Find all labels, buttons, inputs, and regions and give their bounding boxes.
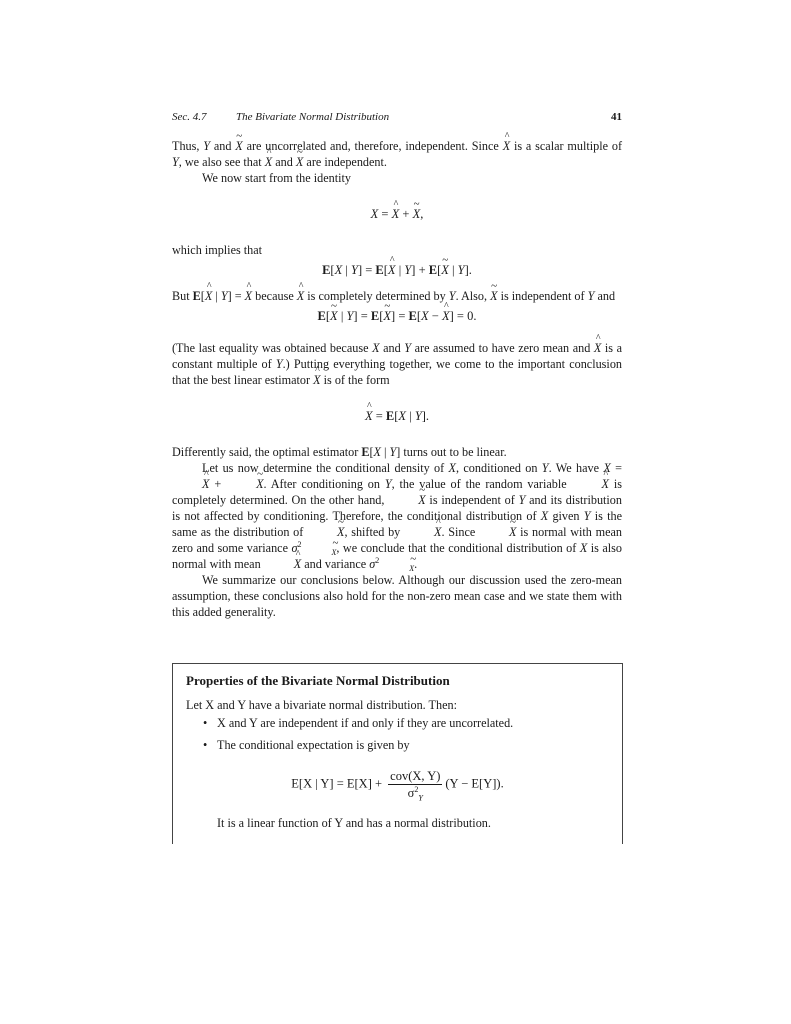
box-intro: Let X and Y have a bivariate normal distribution. Then: xyxy=(186,698,457,712)
page-number: 41 xyxy=(611,111,622,123)
list-item: • The conditional expectation is given by xyxy=(199,734,619,756)
list-item: • X and Y are independent if and only if they are uncorrelated. xyxy=(199,712,619,734)
box-equation: E[X | Y] = E[X] + $\frac{\text{cov(X, Y)}}{\sigma^2_Y}$ (Y − E[Y]). xyxy=(291,769,504,803)
paragraph-5: (The last equality was obtained because X and Y are assumed to have zero mean and X ^ is a constant multiple of Y.) Putting everything together, we come to the important conclusion that the best linear estimator X ^ is of the form xyxy=(172,340,622,388)
paragraph-2: We now start from the identity xyxy=(202,171,351,185)
equation-2: E[X ~ | Y] = E[X ~] = E[X − X ^] = 0. xyxy=(172,308,622,324)
properties-box xyxy=(172,663,623,844)
section-number: Sec. 4.7 xyxy=(172,111,207,123)
paragraph-1: Thus, Y and X ~ are uncorrelated and, therefore, independent. Since X ^ is a scalar multiple of Y, we also see that X ^ and X ~ are independent. xyxy=(172,138,622,170)
body-text xyxy=(172,138,622,620)
section-title: The Bivariate Normal Distribution xyxy=(236,111,390,123)
paragraph-6: Differently said, the optimal estimator E[X | Y] turns out to be linear. xyxy=(172,445,507,459)
box-title: Properties of the Bivariate Normal Distribution xyxy=(186,673,450,688)
paragraph-7: Let us now determine the conditional density of X, conditioned on Y. We have X = X ^ + X ~. After conditioning on Y, the value of the random variable X ^ is completely determined. On the other hand, X ~ is independent of Y and its distribution is not affected by conditioning. Therefore, the conditional distribution of X given Y is the same as the distribution of X ~, shifted by X ^. Since X ~ is normal with mean zero and some variance $\sigma^2_X$, we conclude that the conditional distribution of X is also normal with mean X ^ and variance $\sigma^2_X$. xyxy=(172,460,622,572)
equation-1: E[X | Y] = E[X ^ | Y] + E[X ~ | Y]. xyxy=(172,262,622,278)
paragraph-4: But E[X ^ | Y] = X ^ because X ^ is completely determined by Y. Also, X ~ is independent of Y and xyxy=(172,288,622,304)
equation-3: X ^ = E[X | Y]. xyxy=(172,408,622,424)
paragraph-8: We summarize our conclusions below. Although our discussion used the zero-mean assumption, these conclusions also hold for the non-zero mean case and we state them with this added generality. xyxy=(172,573,622,619)
fraction: $\frac{\text{cov(X, Y)}}{\sigma^2_Y}$ xyxy=(390,769,441,803)
paragraph-3: which implies that xyxy=(172,243,263,257)
equation-identity: X = X ^ + X ~, xyxy=(172,206,622,222)
box-list xyxy=(199,712,619,756)
box-last-line: It is a linear function of Y and has a normal distribution. xyxy=(217,816,491,830)
